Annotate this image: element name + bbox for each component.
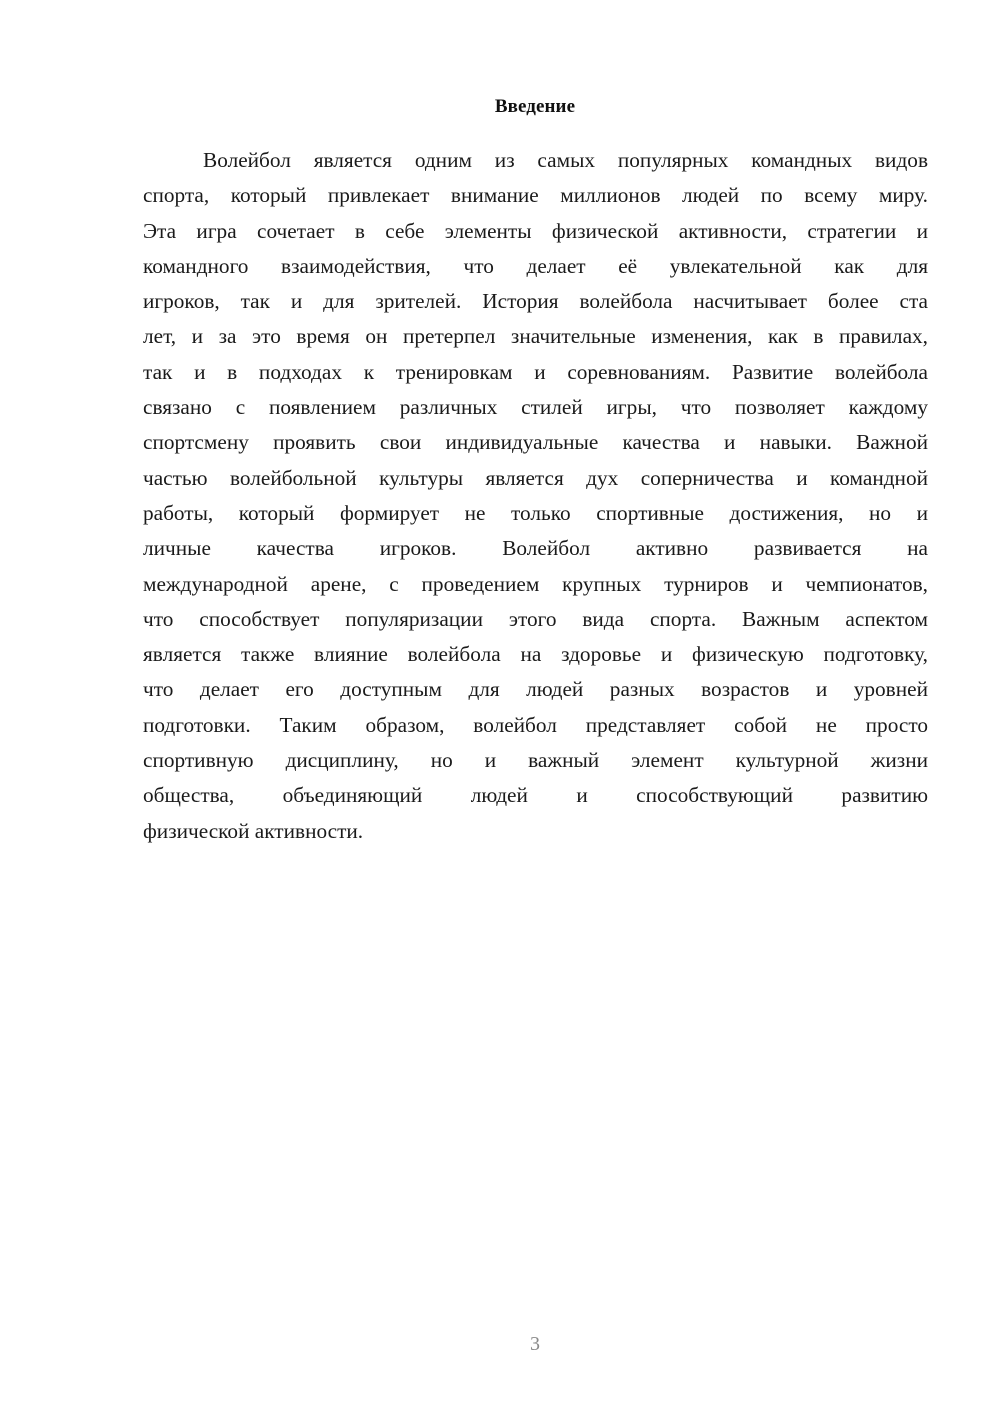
paragraph-line: что способствует популяризации этого вида спорта. Важным аспектом [143, 606, 928, 631]
page-number: 3 [530, 1333, 540, 1355]
paragraph-line: личные качества игроков. Волейбол активно развивается на [143, 536, 928, 561]
section-title: Введение [494, 96, 576, 117]
paragraph-line: спорта, который привлекает внимание миллионов людей по всему миру. [143, 183, 928, 208]
paragraph-line: Эта игра сочетает в себе элементы физической активности, стратегии и [143, 218, 928, 243]
paragraph-line: спортивную дисциплину, но и важный элемент культурной жизни [143, 748, 928, 773]
paragraph-line: игроков, так и для зрителей. История волейбола насчитывает более ста [143, 289, 928, 314]
paragraph-line: так и в подходах к тренировкам и соревнованиям. Развитие волейбола [143, 359, 928, 384]
paragraph-line: что делает его доступным для людей разных возрастов и уровней [143, 677, 928, 702]
paragraph-line: является также влияние волейбола на здоровье и физическую подготовку, [143, 642, 928, 667]
paragraph-line: Волейбол является одним из самых популярных командных видов [203, 148, 928, 172]
paragraph-line: физической активности. [143, 818, 364, 843]
paragraph-line: связано с появлением различных стилей игры, что позволяет каждому [143, 395, 928, 420]
paragraph-line: международной арене, с проведением крупных турниров и чемпионатов, [143, 571, 928, 596]
intro-paragraph [143, 143, 928, 849]
paragraph-line: работы, который формирует не только спортивные достижения, но и [143, 500, 928, 525]
paragraph-line: частью волейбольной культуры является дух соперничества и командной [143, 465, 928, 490]
paragraph-line: общества, объединяющий людей и способствующий развитию [143, 783, 928, 808]
paragraph-line: командного взаимодействия, что делает её увлекательной как для [143, 253, 928, 278]
paragraph-line: лет, и за это время он претерпел значительные изменения, как в правилах, [143, 324, 928, 349]
paragraph-line: подготовки. Таким образом, волейбол представляет собой не просто [143, 712, 928, 737]
paragraph-line: спортсмену проявить свои индивидуальные качества и навыки. Важной [143, 430, 928, 455]
